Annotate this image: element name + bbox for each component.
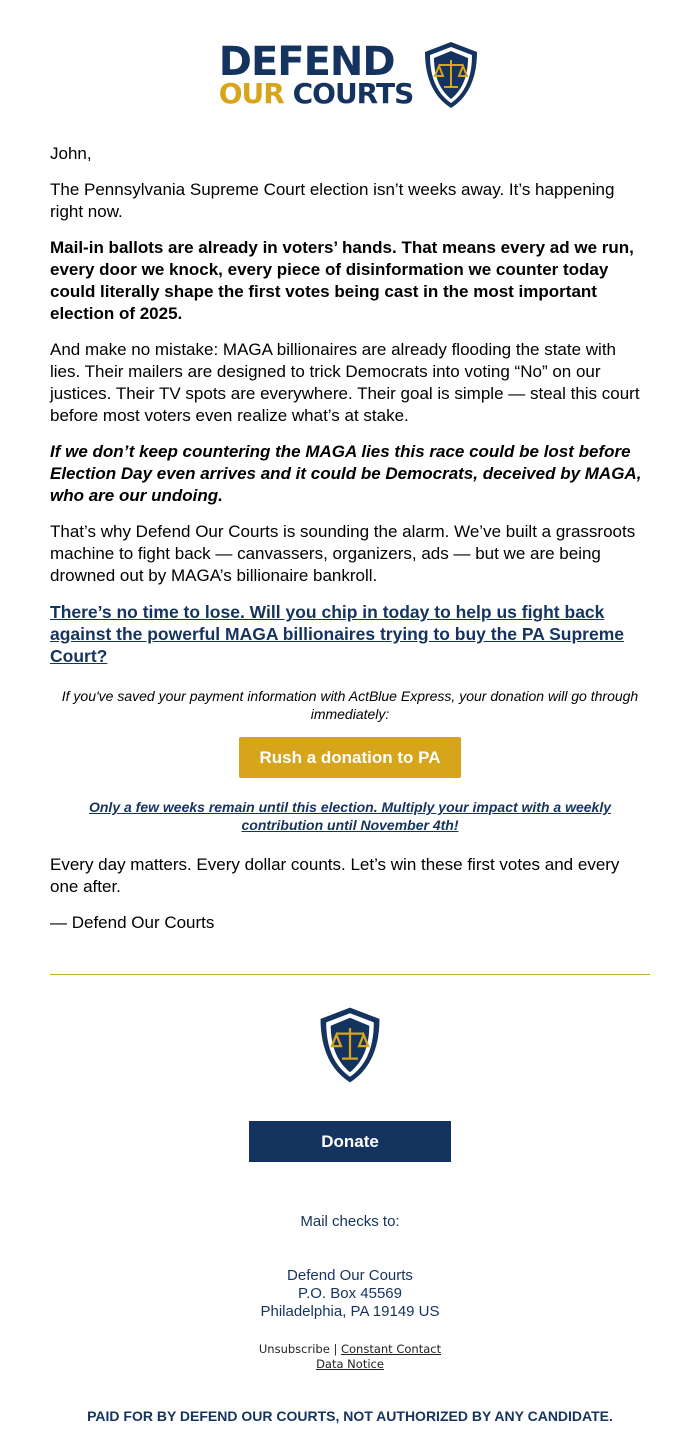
legal-links — [0, 1342, 700, 1372]
greeting: John, — [50, 144, 92, 163]
address-line: P.O. Box 45569 — [298, 1285, 402, 1302]
email-body — [50, 143, 650, 948]
logo-courts: COURTS — [292, 76, 414, 110]
chip-in-link[interactable]: There’s no time to lose. Will you chip in today to help us fight back against the powerful MAGA billionaires trying to buy the PA Supreme Court? — [50, 602, 624, 666]
logo-line1: DEFEND — [218, 38, 395, 85]
donate-button[interactable]: Donate — [249, 1121, 451, 1162]
unsubscribe-link[interactable]: Unsubscribe — [258, 1342, 330, 1356]
signoff: — Defend Our Courts — [50, 913, 215, 932]
address-line: Philadelphia, PA 19149 US — [260, 1303, 440, 1320]
paragraph: That’s why Defend Our Courts is sounding the alarm. We’ve built a grassroots machine to fight back — canvassers, organizers, ads — but we are being drowned out by MAGA’s billionaire bankroll. — [50, 522, 636, 585]
mail-checks-label: Mail checks to: — [300, 1213, 400, 1230]
logo-our: OUR — [218, 76, 284, 110]
paragraph: Every day matters. Every dollar counts. Let’s win these first votes and every one after. — [50, 855, 620, 896]
address-line: Defend Our Courts — [287, 1267, 413, 1284]
weekly-contribution-link[interactable]: Only a few weeks remain until this election. Multiply your impact with a weekly contribution until November 4th! — [88, 799, 612, 833]
actblue-express-note: If you've saved your payment information with ActBlue Express, your donation will go through immediately: — [61, 688, 639, 722]
shield-scales-icon — [421, 40, 481, 110]
paragraph-bold-italic: If we don’t keep countering the MAGA lies this race could be lost before Election Day even arrives and it could be Democrats, deceived by MAGA, who are our undoing. — [50, 442, 642, 505]
shield-scales-icon — [316, 1004, 384, 1086]
logo-wordmark — [218, 38, 414, 110]
paragraph: The Pennsylvania Supreme Court election isn’t weeks away. It’s happening right now. — [50, 180, 615, 221]
rush-donation-button[interactable]: Rush a donation to PA — [239, 737, 461, 778]
paragraph-bold: Mail-in ballots are already in voters’ hands. That means every ad we run, every door we knock, every piece of disinformation we counter today could literally shape the first votes being cast in the most important election of 2025. — [50, 238, 634, 323]
logo — [0, 0, 700, 112]
paid-for-disclaimer: PAID FOR BY DEFEND OUR COURTS, NOT AUTHORIZED BY ANY CANDIDATE. — [87, 1408, 613, 1424]
mailing-address — [0, 1267, 700, 1321]
divider — [50, 974, 650, 975]
constant-contact-link[interactable]: Constant Contact — [340, 1342, 442, 1356]
data-notice-link[interactable]: Data Notice — [316, 1357, 384, 1371]
separator: | — [329, 1342, 341, 1356]
paragraph: And make no mistake: MAGA billionaires are already flooding the state with lies. Their mailers are designed to trick Democrats into voting “No” on our justices. Their TV spots are everywhere. Their goal is simple — steal this court before most voters even realize what’s at stake. — [50, 340, 640, 425]
